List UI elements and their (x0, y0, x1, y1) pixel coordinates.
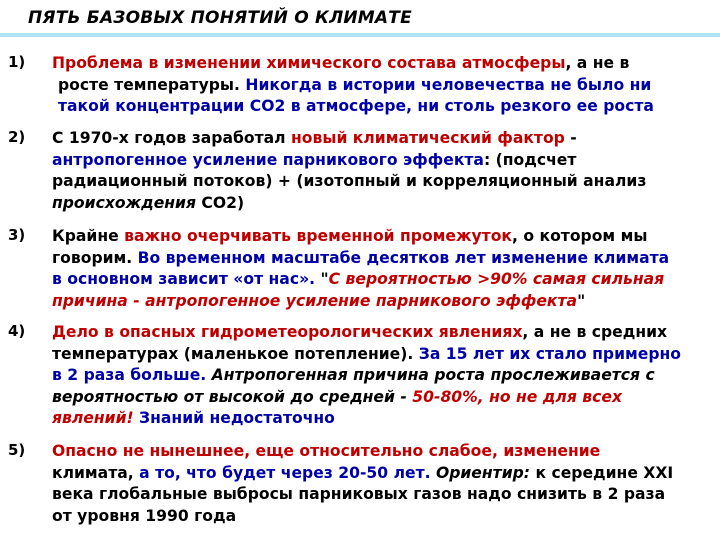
item-number: 3) (8, 226, 26, 244)
text-line (52, 75, 716, 97)
text-run: " (577, 291, 586, 310)
text-line (52, 506, 716, 528)
text-run: явлений! (52, 409, 134, 427)
item-number: 4) (8, 322, 26, 340)
text-line (52, 344, 716, 366)
text-line (52, 484, 716, 506)
text-line (52, 128, 716, 150)
item-text (52, 226, 716, 312)
text-line (52, 171, 716, 193)
text-run: вероятностью от высокой до средней - (52, 387, 413, 406)
text-run: : (подсчет (483, 150, 577, 169)
text-run: , а не в (565, 54, 630, 72)
page-title: ПЯТЬ БАЗОВЫХ ПОНЯТИЙ О КЛИМАТЕ (28, 8, 412, 28)
text-line (52, 269, 716, 291)
text-run: СО2) (196, 193, 245, 212)
text-run: 50-80%, но не для всех (412, 387, 623, 406)
text-line (52, 150, 716, 172)
item-text (52, 53, 716, 118)
text-run: , о котором мы (512, 227, 648, 245)
text-run: Проблема в изменении химического состава атмосферы (52, 54, 566, 72)
text-run: происхождения (52, 193, 196, 212)
text-run: , а не в средних (522, 323, 668, 341)
text-run: говорим. (52, 248, 138, 267)
text-run: температурах (маленькое потепление). (52, 344, 419, 363)
item-text (52, 441, 716, 527)
text-run: века глобальные выбросы парниковых газов надо снизить в 2 раза (52, 485, 666, 503)
text-line (52, 387, 716, 409)
text-line (52, 408, 716, 430)
text-line (52, 463, 716, 485)
text-run: " (315, 270, 329, 288)
text-run: росте температуры. (58, 75, 246, 94)
item-number: 1) (8, 53, 26, 71)
item-text (52, 128, 716, 214)
text-run: За 15 лет их стало примерно (418, 344, 681, 363)
text-run: причина - антропогенное усиление парникового эффекта (52, 291, 578, 310)
text-run: Опасно не нынешнее, еще относительно слабое, изменение (52, 442, 601, 460)
text-line (52, 248, 716, 270)
text-run: Дело в опасных гидрометеорологических явлениях (52, 323, 523, 341)
text-line (52, 365, 716, 387)
text-run: - (564, 129, 577, 147)
text-run: в основном зависит «от нас». (52, 270, 316, 288)
text-run: С 1970-х годов заработал (52, 129, 291, 147)
text-line (52, 322, 716, 344)
text-run: Крайне (52, 227, 125, 245)
text-line (52, 226, 716, 248)
text-run: в 2 раза больше. (52, 366, 212, 384)
text-line (52, 193, 716, 215)
text-run: антропогенное усиление парникового эффекта (52, 150, 484, 169)
item-number: 2) (8, 128, 26, 146)
item-number: 5) (8, 441, 26, 459)
title-underline (0, 33, 720, 37)
item-text (52, 322, 716, 430)
text-line (52, 291, 716, 313)
text-line (52, 96, 716, 118)
text-run: Ориентир: (430, 463, 531, 482)
text-run: к середине XXI (530, 463, 674, 482)
text-run: Знаний недостаточно (133, 409, 335, 427)
text-run: радиационный потоков) + (изотопный и корреляционный анализ (52, 172, 647, 190)
text-run: Никогда в истории человечества не было ни (245, 75, 652, 94)
text-line (52, 53, 716, 75)
text-run: Во временном масштабе десятков лет изменение климата (137, 248, 670, 267)
text-run: С вероятностью >90% самая сильная (328, 270, 665, 288)
text-run: от уровня 1990 года (52, 506, 237, 525)
text-run: климата, (52, 463, 140, 482)
text-run: важно очерчивать временной промежуток (124, 227, 513, 245)
text-line (52, 441, 716, 463)
text-run: Антропогенная причина роста прослеживается с (211, 366, 655, 384)
text-run: новый климатический фактор (290, 129, 565, 147)
text-run: такой концентрации СО2 в атмосфере, ни столь резкого ее роста (58, 97, 654, 115)
text-run: а то, что будет через 20-50 лет. (139, 463, 431, 482)
